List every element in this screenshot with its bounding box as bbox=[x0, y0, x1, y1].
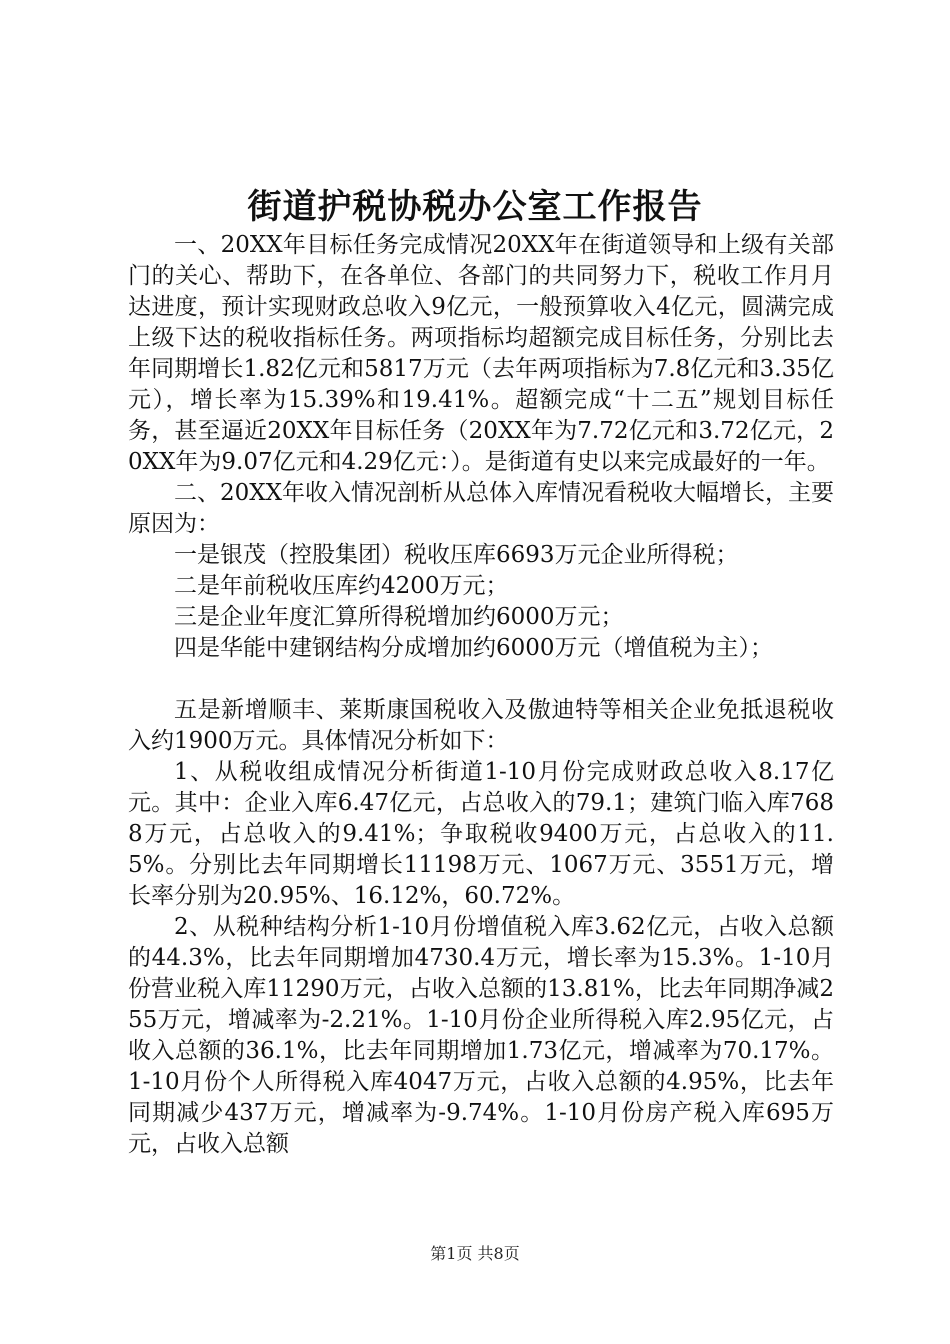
page-footer bbox=[0, 1244, 950, 1264]
list-item-reason-3: 三是企业年度汇算所得税增加约6000万元； bbox=[174, 604, 624, 630]
page-number: 第1页 bbox=[430, 1244, 473, 1263]
paragraph-tax-composition: 1、从税收组成情况分析街道1-10月份完成财政总收入8.17亿元。其中：企业入库6.47亿元，占总收入的79.1；建筑门临入库7688万元，占总收入的9.41%；争取税收9400万元，占总收入的11.5%。分别比去年同期增长11198万元、1067万元、3551万元，增长率分别为20.95%、16.12%，60.72%。 bbox=[128, 759, 834, 909]
paragraph-targets: 一、20XX年目标任务完成情况20XX年在街道领导和上级有关部门的关心、帮助下，在各单位、各部门的共同努力下，税收工作月月达进度，预计实现财政总收入9亿元，一般预算收入4亿元，圆满完成上级下达的税收指标任务。两项指标均超额完成目标任务，分别比去年同期增长1.82亿元和5817万元（去年两项指标为7.8亿元和3.35亿元），增长率为15.39%和19.41%。超额完成“十二五”规划目标任务，甚至逼近20XX年目标任务（20XX年为7.72亿元和3.72亿元，20XX年为9.07亿元和4.29亿元：）。是街道有史以来完成最好的一年。 bbox=[128, 232, 834, 475]
page-total: 共8页 bbox=[477, 1244, 520, 1263]
list-item-reason-2: 二是年前税收压库约4200万元； bbox=[174, 573, 509, 599]
list-item-reason-4: 四是华能中建钢结构分成增加约6000万元（增值税为主）； bbox=[174, 635, 774, 661]
paragraph-tax-structure: 2、从税种结构分析1-10月份增值税入库3.62亿元，占收入总额的44.3%，比去年同期增加4730.4万元，增长率为15.3%。1-10月份营业税入库11290万元，占收入总额的13.81%，比去年同期净减255万元，增减率为-2.21%。1-10月份企业所得税入库2.95亿元，占收入总额的36.1%，比去年同期增加1.73亿元，增减率为70.17%。1-10月份个人所得税入库4047万元，占收入总额的4.95%，比去年同期减少437万元，增减率为-9.74%。1-10月份房产税入库695万元，占收入总额 bbox=[128, 914, 834, 1157]
paragraph-income-analysis: 二、20XX年收入情况剖析从总体入库情况看税收大幅增长，主要原因为： bbox=[128, 480, 835, 537]
list-item-reason-1: 一是银茂（控股集团）税收压库6693万元企业所得税； bbox=[174, 542, 739, 568]
document-title: 街道护税协税办公室工作报告 bbox=[247, 187, 703, 227]
document-body bbox=[128, 230, 834, 1160]
list-item-reason-5: 五是新增顺丰、莱斯康国税收入及傲迪特等相关企业免抵退税收入约1900万元。具体情况分析如下： bbox=[128, 697, 834, 754]
